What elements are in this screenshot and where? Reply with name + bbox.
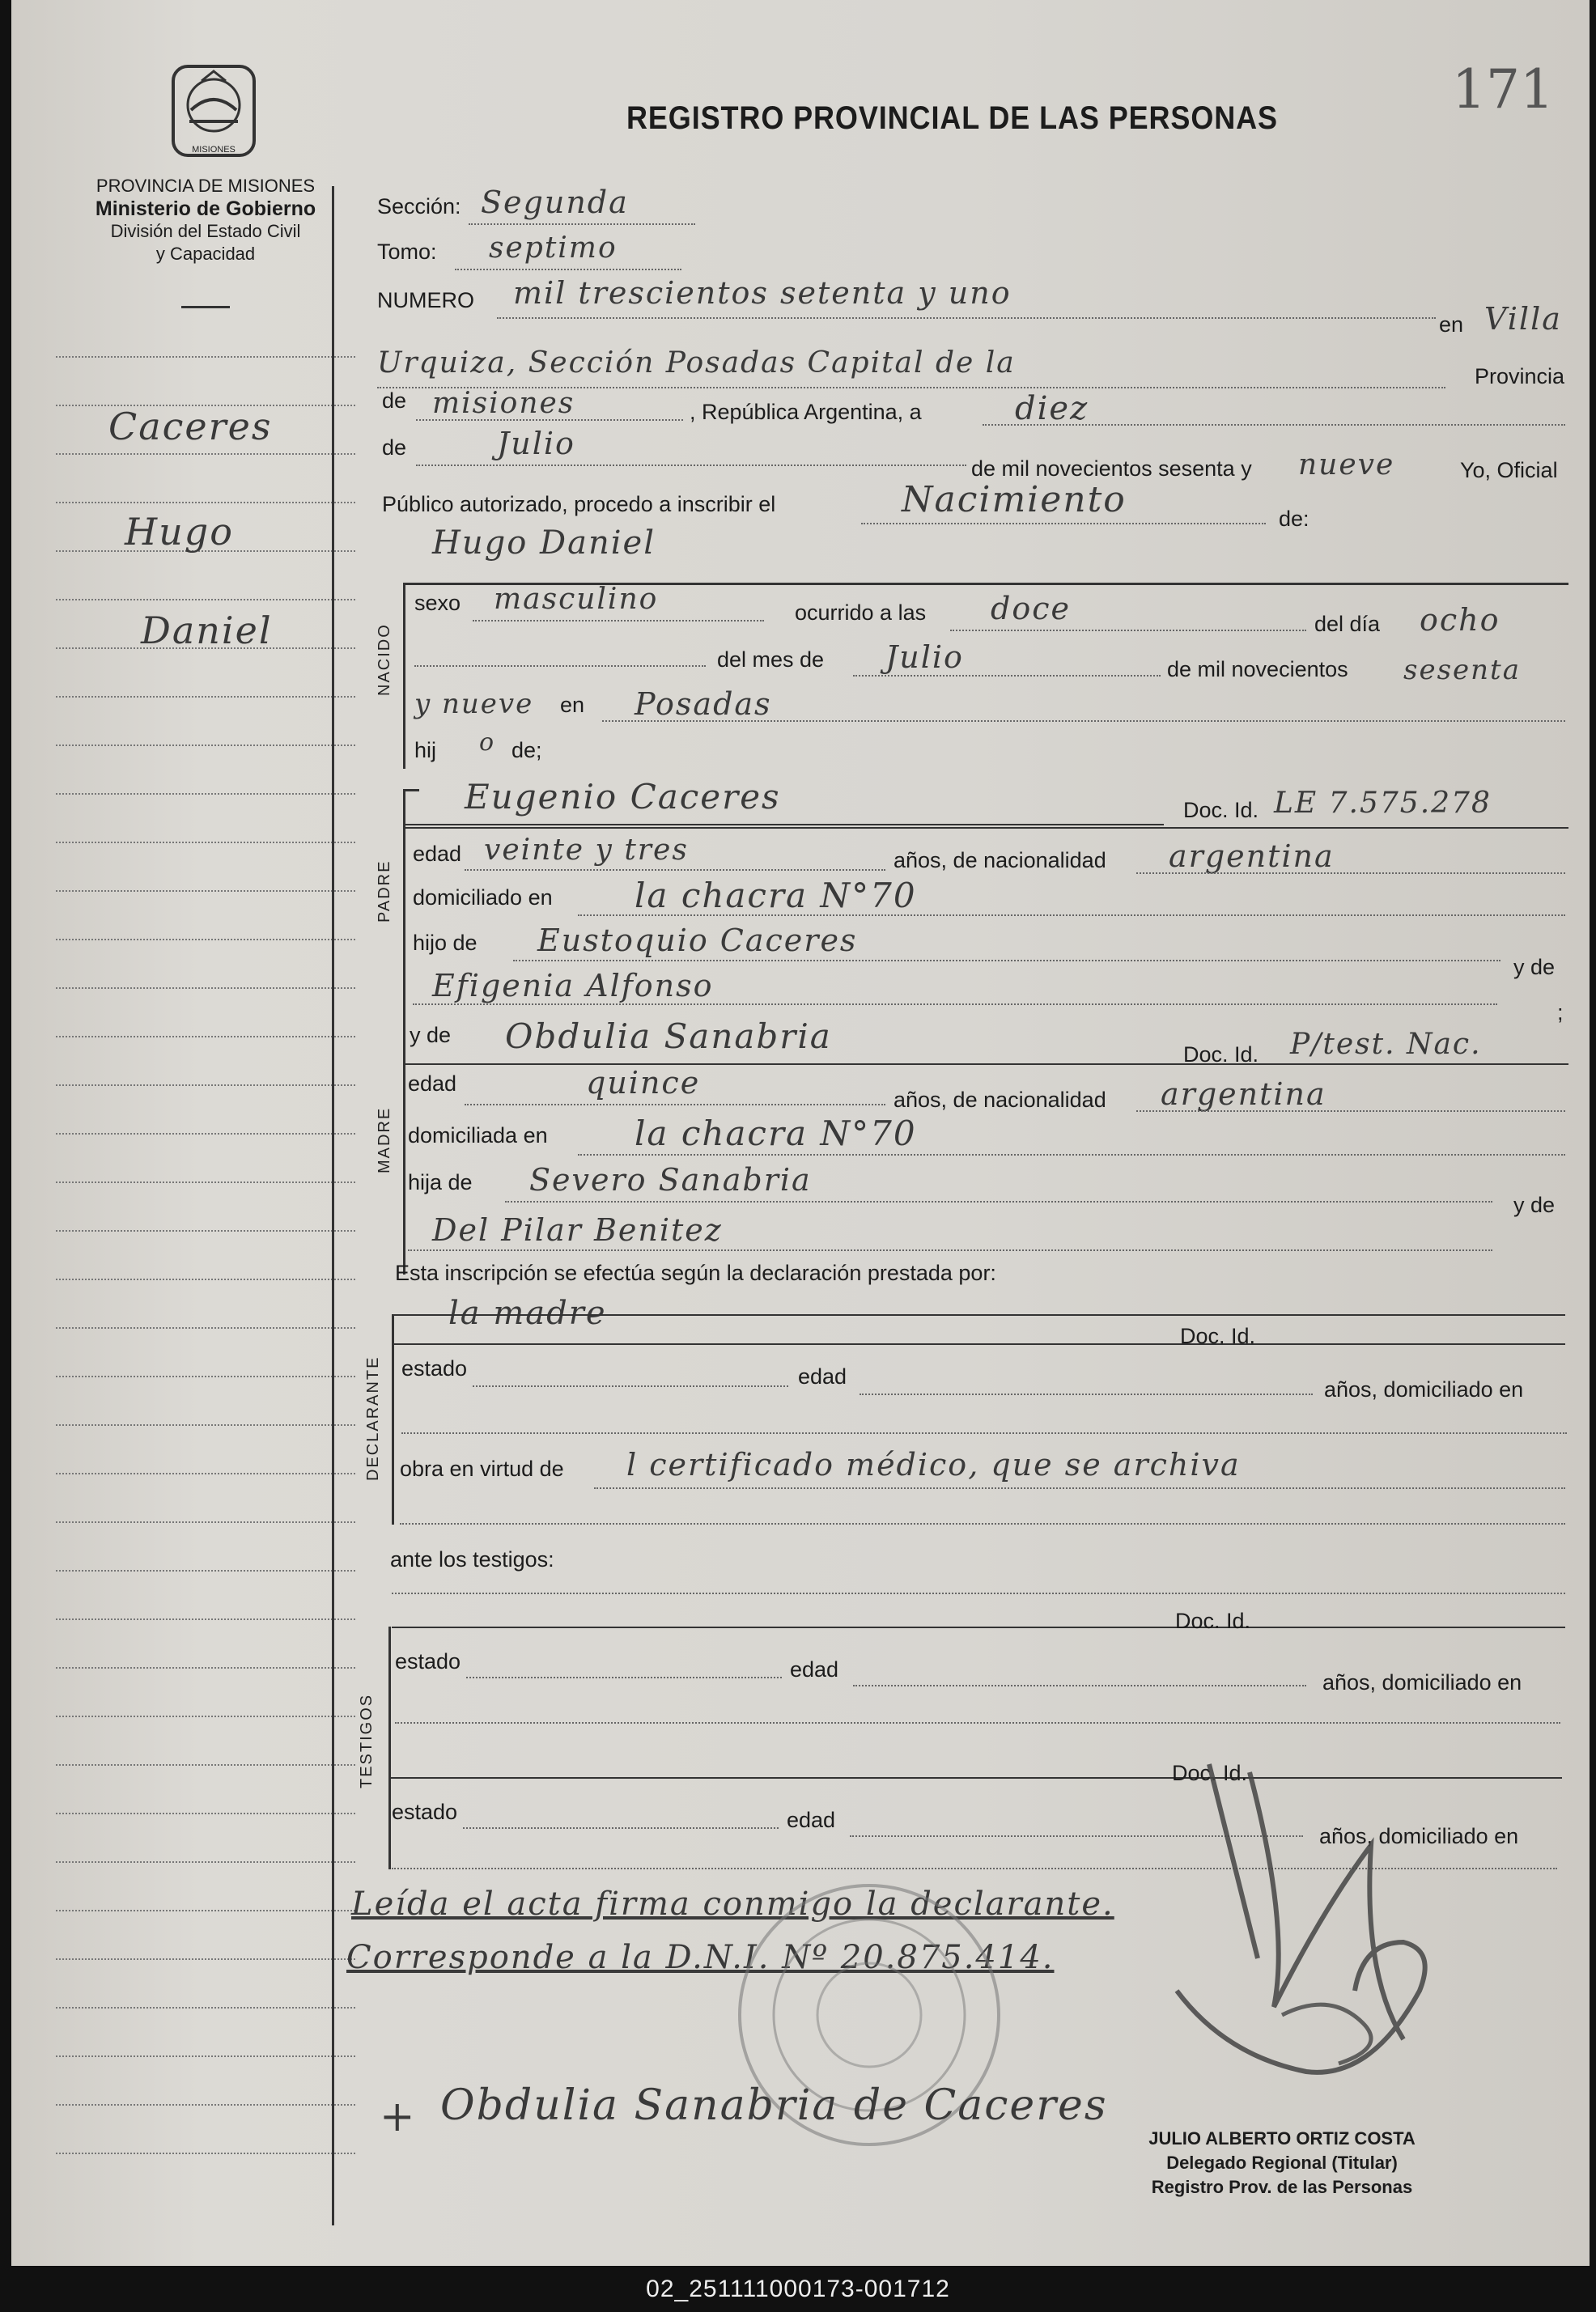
value-acta: Nacimiento <box>902 479 1127 520</box>
value-madre-doc: P/test. Nac. <box>1290 1028 1482 1061</box>
value-nombre: Hugo Daniel <box>432 524 656 562</box>
value-declarante: la madre <box>448 1295 607 1332</box>
label-ocurrido: ocurrido a las <box>795 600 927 625</box>
label-republica: , República Argentina, a <box>690 400 922 424</box>
side-label-madre: MADRE <box>376 1106 393 1173</box>
value-anio-nac-1: sesenta <box>1403 654 1521 686</box>
value-seccion: Segunda <box>481 185 629 220</box>
header-divider <box>181 306 230 308</box>
label-de-colon: de: <box>1279 507 1309 531</box>
official-role: Delegado Regional (Titular) <box>1166 2153 1398 2173</box>
official-name: JULIO ALBERTO ORTIZ COSTA <box>1148 2128 1416 2149</box>
official-block <box>1096 2127 1468 2200</box>
side-label-padre: PADRE <box>376 859 393 923</box>
label-padre-nac: años, de nacionalidad <box>894 848 1106 872</box>
label-inscripcion: Esta inscripción se efectúa según la declaración prestada por: <box>395 1261 996 1285</box>
footer-note-2: Corresponde a la D.N.I. Nº 20.875.414. <box>346 1939 1055 1976</box>
value-localidad: Villa <box>1484 301 1562 337</box>
side-label-testigos: TESTIGOS <box>358 1693 376 1788</box>
value-padre-hijo-de: Eustoquio Caceres <box>537 923 858 958</box>
label-testigo1-estado: estado <box>395 1649 461 1674</box>
label-declarante-edad: edad <box>798 1364 847 1389</box>
label-madre-y-de: y de <box>410 1023 452 1047</box>
label-padre-hijo-de: hijo de <box>413 931 478 955</box>
label-ante: ante los testigos: <box>390 1547 554 1572</box>
value-hora: doce <box>991 591 1071 626</box>
document-page <box>11 0 1590 2266</box>
value-lugar-nac: Posadas <box>635 686 772 722</box>
label-de-mil: de mil novecientos sesenta y <box>971 456 1252 481</box>
label-madre-nac: años, de nacionalidad <box>894 1088 1106 1112</box>
value-mes-nac: Julio <box>885 639 964 675</box>
label-semicolon: ; <box>1557 1000 1564 1024</box>
margin-second-name: Daniel <box>141 609 273 652</box>
label-padre-edad: edad <box>413 842 462 866</box>
label-del-mes: del mes de <box>717 647 825 672</box>
header-left <box>44 175 367 265</box>
value-padre-y-de: Efigenia Alfonso <box>432 968 714 1003</box>
value-obra: l certificado médico, que se archiva <box>626 1447 1241 1483</box>
label-de-mil-nac: de mil novecientos <box>1167 657 1348 681</box>
division-name: División del Estado Civil <box>110 221 301 241</box>
main-border <box>332 186 334 2225</box>
value-madre-nombre: Obdulia Sanabria <box>505 1016 832 1056</box>
label-testigo2-doc: Doc. Id. <box>1172 1761 1248 1785</box>
label-testigo2-estado: estado <box>392 1800 458 1824</box>
footer-strip: 02_251111000173-001712 <box>0 2266 1596 2312</box>
footer-note-1: Leída el acta firma conmigo la declarante. <box>351 1886 1114 1923</box>
label-madre-doc: Doc. Id. <box>1183 1042 1259 1067</box>
label-testigo1-edad: edad <box>790 1657 839 1682</box>
label-en: en <box>1439 312 1464 337</box>
label-numero: NUMERO <box>377 288 474 312</box>
document-title: REGISTRO PROVINCIAL DE LAS PERSONAS <box>626 100 1278 136</box>
label-seccion: Sección: <box>377 194 461 218</box>
value-mes: Julio <box>497 426 575 461</box>
value-madre-dom: la chacra N°70 <box>635 1114 917 1153</box>
label-declarante-estado: estado <box>401 1356 468 1381</box>
seal-text: MISIONES <box>192 145 236 155</box>
value-padre-edad: veinte y tres <box>484 834 689 867</box>
label-declarante-anos: años, domiciliado en <box>1324 1377 1524 1402</box>
label-hij: hij <box>414 738 437 762</box>
label-de-mes: de <box>382 435 407 460</box>
page-number: 171 <box>1452 58 1554 121</box>
label-testigo1-doc: Doc. Id. <box>1175 1609 1251 1633</box>
label-provincia: Provincia <box>1475 364 1565 388</box>
label-testigo2-anos: años, domiciliado en <box>1319 1824 1519 1848</box>
official-office: Registro Prov. de las Personas <box>1151 2177 1413 2197</box>
province-name: PROVINCIA DE MISIONES <box>96 176 316 196</box>
value-tomo: septimo <box>489 231 618 265</box>
value-madre-y-de: Del Pilar Benitez <box>432 1212 723 1248</box>
value-padre-doc: LE 7.575.278 <box>1274 787 1492 820</box>
side-label-declarante: DECLARANTE <box>364 1355 382 1481</box>
label-testigo2-edad: edad <box>787 1808 836 1832</box>
label-padre-doc: Doc. Id. <box>1183 798 1259 822</box>
value-madre-edad: quince <box>586 1065 701 1101</box>
label-yo-oficial: Yo, Oficial <box>1460 458 1558 482</box>
value-sexo: masculino <box>494 583 659 616</box>
value-hij-suffix: o <box>479 728 496 757</box>
label-madre-dom: domiciliada en <box>408 1123 548 1148</box>
provincial-seal <box>157 57 270 170</box>
division-sub: y Capacidad <box>155 244 256 264</box>
margin-surname: Caceres <box>108 405 273 448</box>
label-padre-dom: domiciliado en <box>413 885 553 910</box>
signature-declarante: Obdulia Sanabria de Caceres <box>440 2081 1108 2130</box>
ministry-name: Ministerio de Gobierno <box>95 197 316 220</box>
value-anio: nueve <box>1298 448 1395 481</box>
value-numero: mil trescientos setenta y uno <box>513 275 1012 311</box>
signature-mark: + <box>380 2093 417 2141</box>
label-de-provincia: de <box>382 388 407 413</box>
label-obra: obra en virtud de <box>400 1457 564 1481</box>
label-tomo: Tomo: <box>377 240 437 264</box>
margin-first-name: Hugo <box>125 510 234 554</box>
value-dia-nac: ocho <box>1420 602 1500 638</box>
value-localidad-2: Urquiza, Sección Posadas Capital de la <box>377 346 1016 380</box>
label-de-semi: de; <box>511 738 542 762</box>
value-padre-nombre: Eugenio Caceres <box>465 777 781 817</box>
label-testigo1-anos: años, domiciliado en <box>1322 1670 1522 1695</box>
label-madre-y-de-2: y de <box>1513 1193 1556 1217</box>
value-padre-dom: la chacra N°70 <box>635 876 917 915</box>
official-signature <box>1161 1748 1484 2120</box>
label-publico: Público autorizado, procedo a inscribir el <box>382 492 776 516</box>
label-sexo: sexo <box>414 591 461 615</box>
label-del-dia: del día <box>1314 612 1381 636</box>
side-label-nacido: NACIDO <box>376 623 393 696</box>
label-padre-y-de: y de <box>1513 955 1556 979</box>
value-madre-nac: argentina <box>1161 1076 1326 1112</box>
value-provincia: misiones <box>432 387 575 420</box>
value-padre-nac: argentina <box>1169 838 1335 874</box>
value-dia: diez <box>1015 390 1089 427</box>
value-anio-nac-2: y nueve <box>414 688 534 720</box>
label-en-nac: en <box>560 693 585 717</box>
label-madre-edad: edad <box>408 1071 457 1096</box>
label-declarante-doc: Doc. Id. <box>1180 1324 1256 1348</box>
label-madre-hija-de: hija de <box>408 1170 473 1194</box>
value-madre-hija-de: Severo Sanabria <box>529 1162 812 1198</box>
